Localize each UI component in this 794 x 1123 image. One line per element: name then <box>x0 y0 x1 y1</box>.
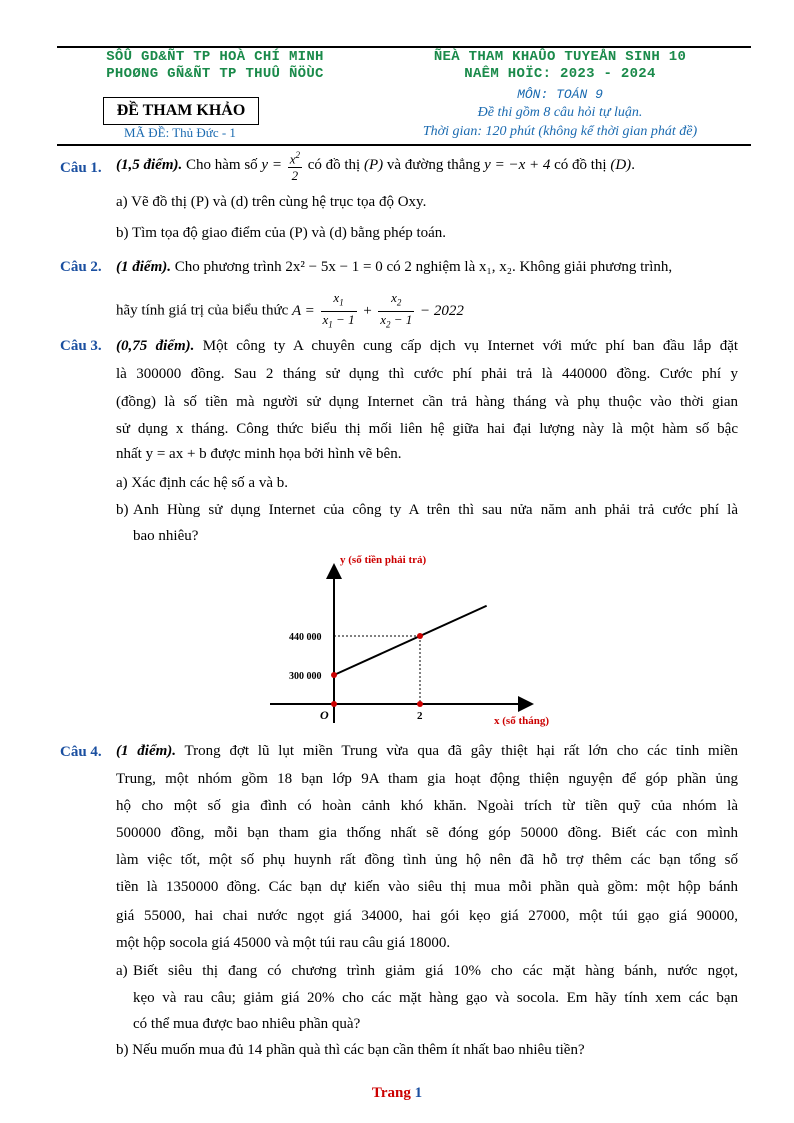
question-4-part-a-line3: có thể mua được bao nhiêu phần quà? <box>133 1016 361 1032</box>
question-4-part-b: b) Nếu muốn mua đủ 14 phần quà thì các bạn cần thêm ít nhất bao nhiêu tiền? <box>116 1042 585 1058</box>
question-4-label: Câu 4. <box>60 744 102 760</box>
origin-label: O <box>320 708 329 722</box>
question-3-line4: sử dụng x tháng. Công thức biểu thị mối liên hệ giữa hai đại lượng này là một hàm số bậc <box>116 421 738 437</box>
question-2-line1 <box>116 254 738 280</box>
question-4-line3: hộ cho một số gia đình có hoàn cảnh khó khăn. Ngoài trích từ tiền quỹ của nhóm là <box>116 798 738 814</box>
question-3-label: Câu 3. <box>60 338 102 354</box>
question-1-part-a: a) Vẽ đồ thị (P) và (d) trên cùng hệ trục tọa độ Oxy. <box>116 194 427 210</box>
question-3-points: (0,75 điểm). <box>116 338 195 354</box>
y-tick-label: 440 000 <box>289 632 322 643</box>
question-3-part-b-line2: bao nhiêu? <box>133 528 199 544</box>
question-3-part-b-line1: Anh Hùng sử dụng Internet của công ty A trên thì sau nửa năm anh phải trả cước phí là <box>133 502 738 518</box>
question-4-line4: 500000 đồng, mỗi bạn tham gia thống nhất sẽ đóng góp 50000 đồng. Biết các con mình <box>116 825 738 841</box>
question-1-text: (1,5 điểm). Cho hàm số y = $\frac{x^2}{2}$ có đồ thị (P) và đường thẳng y = −x + 4 có đồ thị (D). <box>116 150 635 183</box>
data-point <box>331 672 337 678</box>
x-tick-point <box>417 701 423 707</box>
question-4-text-1: Trong đợt lũ lụt miền Trung vừa qua đã gây thiệt hại rất lớn cho các tỉnh miền <box>184 743 738 759</box>
data-point <box>417 633 423 639</box>
question-4-part-a-line1: Biết siêu thị đang có chương trình giảm giá 10% cho các mặt hàng bánh, nước ngọt, <box>133 963 738 979</box>
x-axis-label: x (số tháng) <box>494 715 550 727</box>
expression-A: A = $\frac{x_1}{x_1 - 1}$ + $\frac{x_2}{x_2 - 1}$ − 2022 <box>292 290 464 330</box>
function-line <box>334 606 487 675</box>
header-top-rule <box>57 46 751 48</box>
school-year: NAÊM HOÏC: 2023 - 2024 <box>464 66 656 82</box>
function-formula: y = $\frac{x^2}{2}$ <box>261 150 300 183</box>
question-4-line7: giá 55000, hai chai nước ngọt giá 34000, hai gói kẹo giá 27000, một túi gạo giá 90000, <box>116 908 738 924</box>
question-3-line2: là 300000 đồng. Sau 2 tháng sử dụng thì cước phí phải trả là 440000 đồng. Cước phí y <box>116 366 738 382</box>
question-3-line1 <box>116 333 738 359</box>
question-4-line6: tiền là 1350000 đồng. Các bạn dự kiến vào siêu thị mua mỗi phần quà gồm: một hộp bánh <box>116 879 738 895</box>
question-4-part-a-prefix: a) <box>116 963 128 979</box>
question-3-part-a: a) Xác định các hệ số a và b. <box>116 475 289 491</box>
question-2-text: Cho phương trình 2x² − 5x − 1 = 0 có 2 nghiệm là x₁, x₂. Không giải phương trình, <box>174 259 673 275</box>
question-4-line2: Trung, một nhóm gồm 18 bạn lớp 9A tham gia hoạt động thiện nguyện để góp phần ủng <box>116 771 738 787</box>
origin-point <box>331 701 337 707</box>
exam-code: MÃ ĐỀ: Thủ Đức - 1 <box>124 125 236 140</box>
question-3-part-b-prefix: b) <box>116 502 129 518</box>
question-4-line1 <box>116 738 738 764</box>
question-2-points: (1 điểm). <box>116 259 171 275</box>
subject-label: MÔN: TOÁN 9 <box>517 87 603 102</box>
exam-title: ÑEÀ THAM KHAÛO TUYEÅN SINH 10 <box>433 49 687 65</box>
exam-note-time: Thời gian: 120 phút (không kể thời gian phát đề) <box>422 124 698 139</box>
page-number: 1 <box>414 1085 423 1101</box>
question-4-line8: một hộp socola giá 45000 và một túi rau câu giá 18000. <box>116 935 451 951</box>
question-3-text-1: Một công ty A chuyên cung cấp dịch vụ Internet với mức phí ban đầu lắp đặt <box>202 338 739 354</box>
y-tick-label: 300 000 <box>289 671 322 682</box>
question-1-part-b: b) Tìm tọa độ giao điểm của (P) và (d) bằng phép toán. <box>116 225 447 241</box>
cost-chart <box>0 545 794 745</box>
line-formula: y = −x + 4 <box>484 157 551 173</box>
y-axis-label: y (số tiền phải trả) <box>340 554 427 566</box>
question-2-line2 <box>116 290 738 332</box>
question-3-line5: nhất y = ax + b được minh họa bởi hình vẽ bên. <box>116 446 402 462</box>
question-1-text-part1: Cho hàm số <box>185 157 258 173</box>
exam-note-questions: Đề thi gồm 8 câu hỏi tự luận. <box>477 105 643 120</box>
question-1-text-part2: có đồ thị <box>307 157 361 173</box>
page-footer <box>0 1085 794 1102</box>
footer-word: Trang <box>371 1085 411 1101</box>
question-2-line2-text: hãy tính giá trị của biểu thức <box>116 302 289 319</box>
question-3-line3: (đồng) là số tiền mà người sử dụng Internet cần trả hàng tháng và phụ thuộc vào thời gian <box>116 394 738 410</box>
header-bottom-rule <box>57 144 751 146</box>
question-4-points: (1 điểm). <box>116 743 177 759</box>
question-1-text-part3: và đường thẳng <box>386 157 481 173</box>
question-2-label: Câu 2. <box>60 259 102 275</box>
department-name: SÔÛ GD&ÑT TP HOÀ CHÍ MINH <box>106 49 324 65</box>
office-name: PHOØNG GÑ&ÑT TP THUÛ ÑÖÙC <box>106 66 324 82</box>
question-1-text-part4: có đồ thị <box>554 157 607 173</box>
question-1-label: Câu 1. <box>60 160 102 176</box>
question-4-part-a-line2: kẹo và rau câu; giảm giá 20% cho các mặt hàng gạo và socola. Em hãy tính xem các bạn <box>133 990 738 1006</box>
x-tick-label: 2 <box>417 710 423 722</box>
reference-exam-box: ĐỀ THAM KHẢO <box>103 97 259 125</box>
question-4-line5: làm việc tốt, một số phụ huynh rất đồng tình ủng hộ nên đã hỗ trợ thêm các bạn tổng số <box>116 852 738 868</box>
question-1-points: (1,5 điểm). <box>116 157 183 173</box>
